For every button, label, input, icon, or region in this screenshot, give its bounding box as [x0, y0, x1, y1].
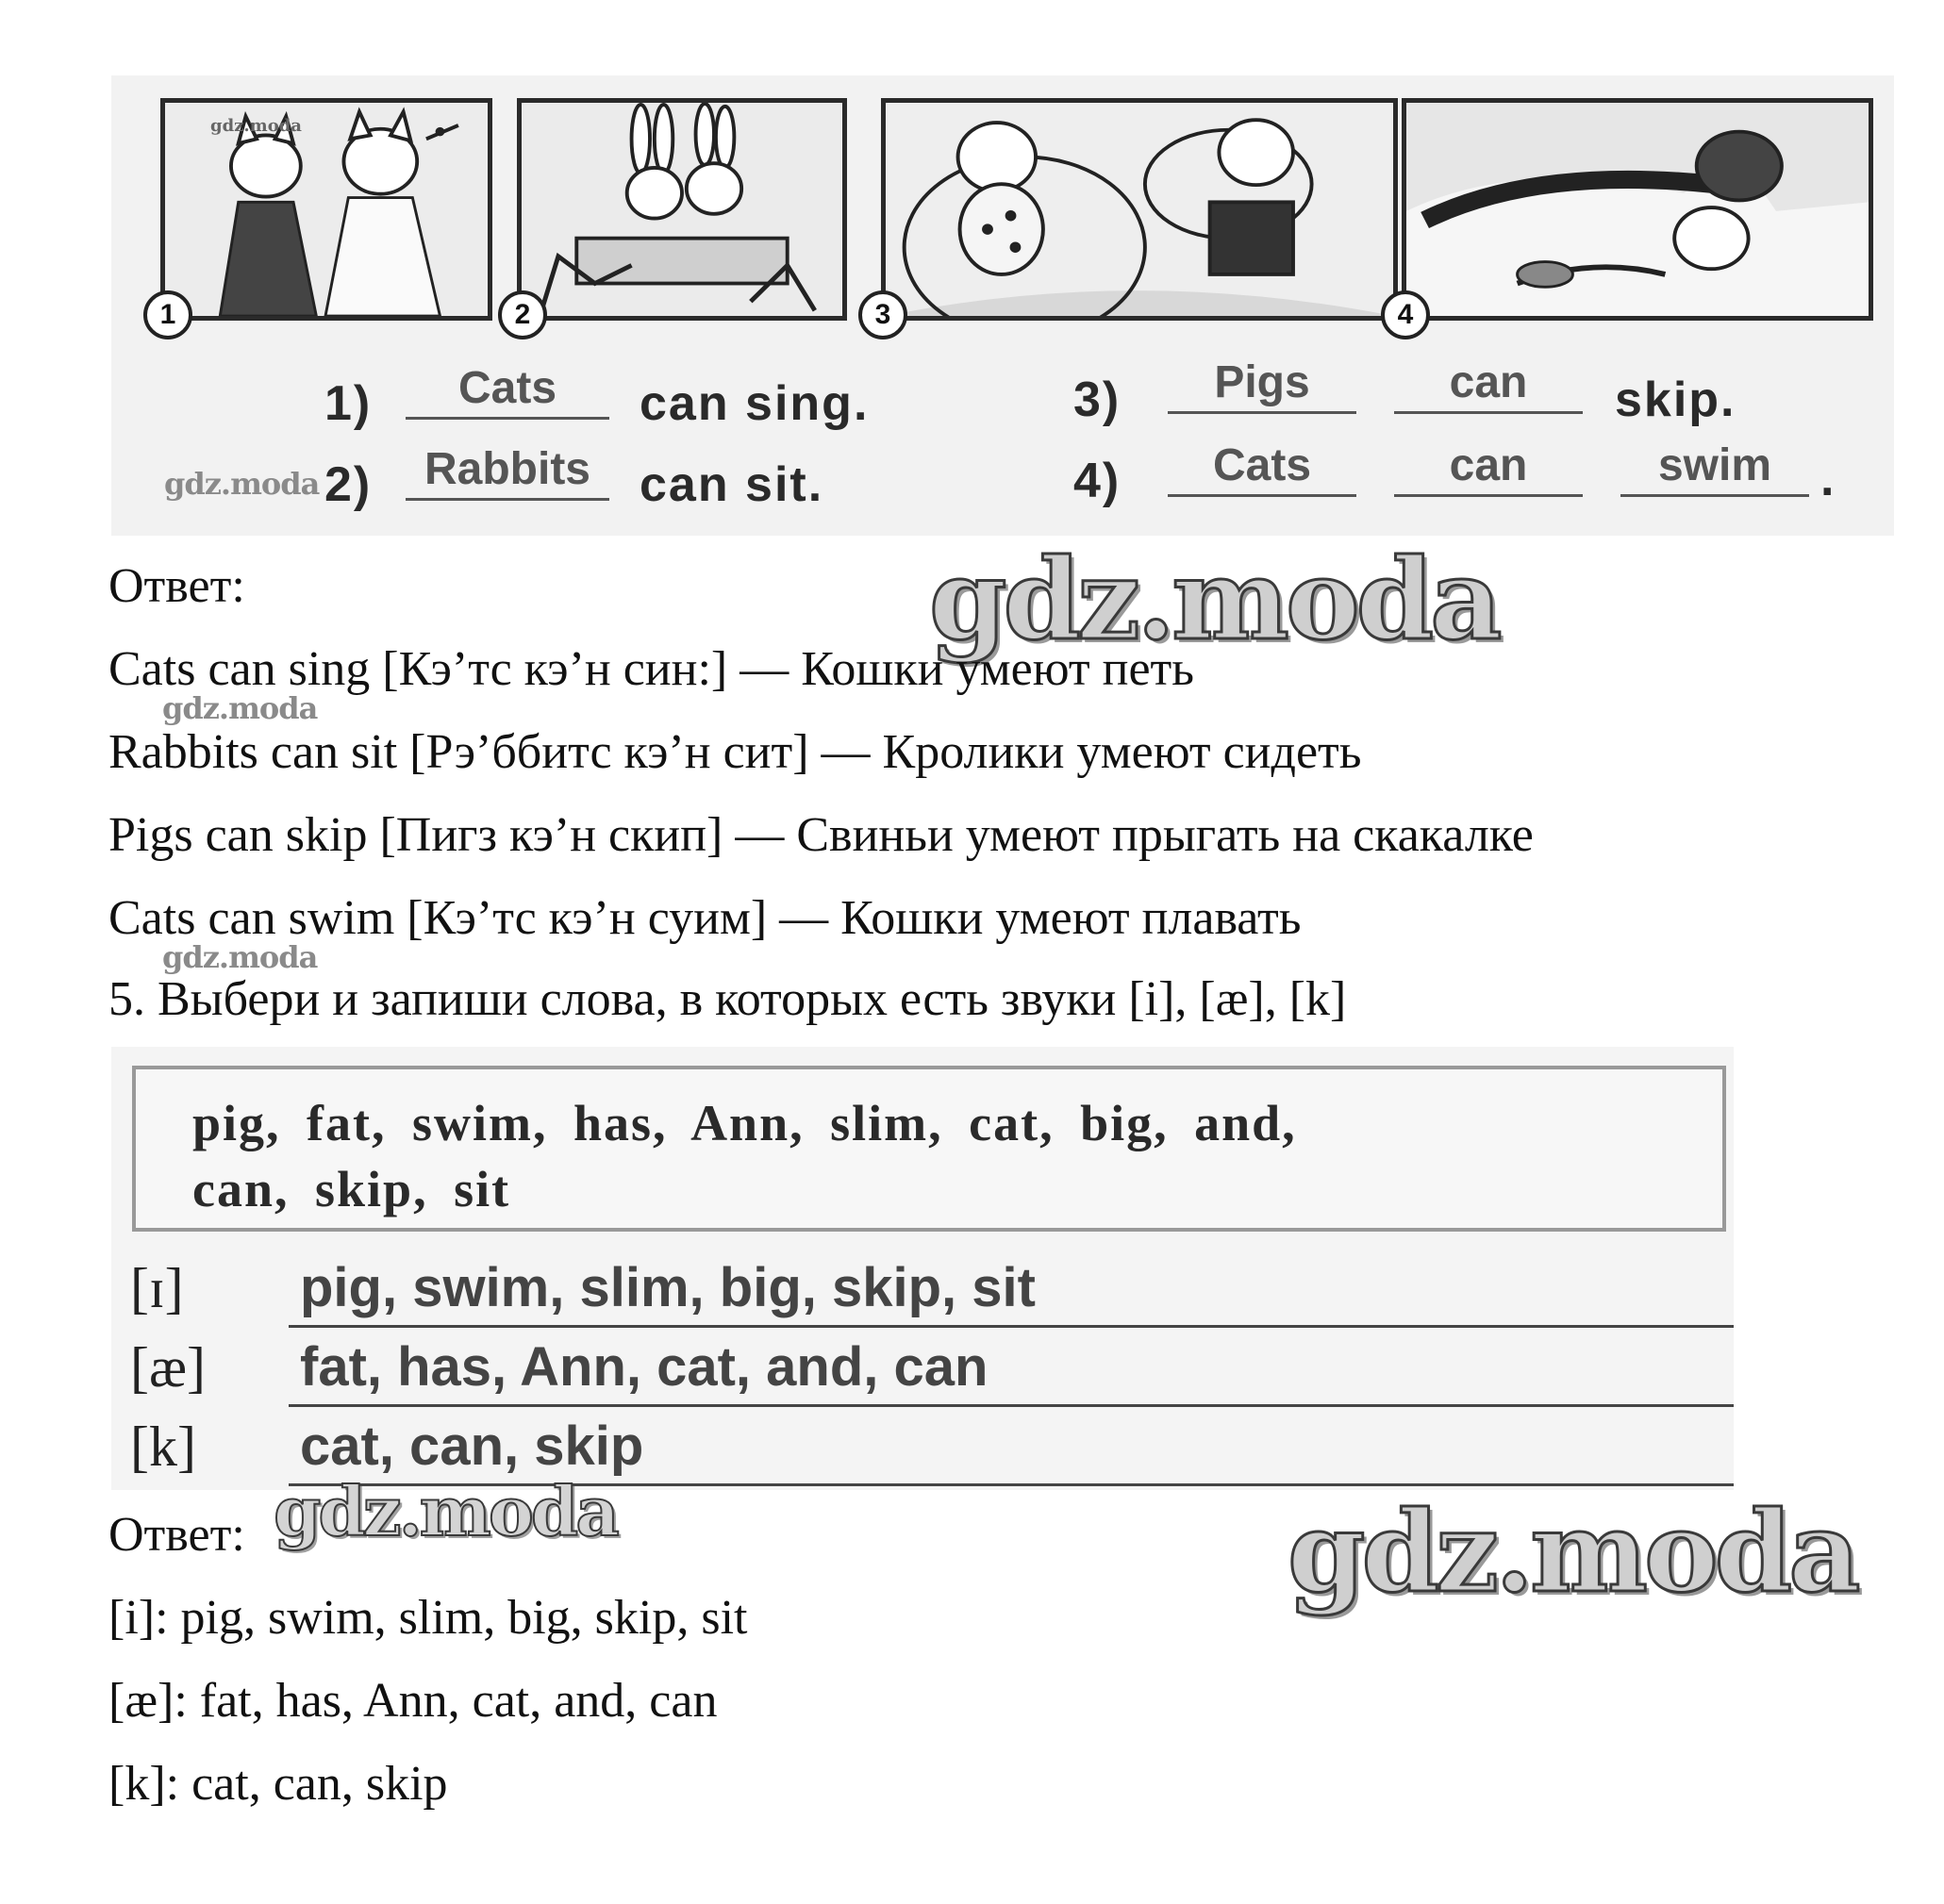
small-watermark-line-2: gdz.moda: [164, 466, 320, 502]
picture-number-3: 3: [858, 290, 907, 339]
small-watermark-3: gdz.moda: [162, 939, 318, 975]
answer-5-line-3: [k]: cat, can, skip: [108, 1757, 448, 1811]
line-1-answer: Cats: [406, 360, 609, 420]
word-box-line-2: can, skip, sit: [192, 1161, 511, 1217]
tiny-watermark: gdz.moda: [210, 116, 302, 136]
pigs-illustration: [886, 103, 1393, 316]
answer-5-line-2: [æ]: fat, has, Ann, cat, and, can: [108, 1674, 718, 1728]
mid-watermark: gdz.moda: [274, 1471, 617, 1551]
big-watermark-2: gdz.moda: [1288, 1486, 1857, 1617]
sound-label-k: [k]: [130, 1416, 196, 1478]
answer-4-line-1: Cats can sing [Кэ’тс кэ’н син:] — Кошки умеют петь: [108, 642, 1194, 696]
line-1-rest: can sing.: [640, 376, 870, 431]
answer-5-label: Ответ:: [108, 1508, 245, 1562]
line-4-answer-2: can: [1394, 438, 1583, 497]
sound-answer-k: cat, can, skip: [300, 1416, 644, 1477]
line-2-rest: can sit.: [640, 457, 824, 512]
sound-answer-i: pig, swim, slim, big, skip, sit: [300, 1257, 1036, 1318]
big-watermark-1: gdz.moda: [929, 534, 1499, 665]
exercise-5-scan: [111, 1047, 1734, 1490]
picture-cats-swimming: [1402, 98, 1873, 321]
line-4-end: .: [1820, 452, 1836, 506]
picture-number-4: 4: [1381, 290, 1430, 339]
answer-4-label: Ответ:: [108, 559, 245, 613]
exercise-4-scan: [111, 75, 1894, 536]
sound-row-i: [130, 1256, 1734, 1332]
answer-5-line-1: [i]: pig, swim, slim, big, skip, sit: [108, 1591, 748, 1645]
picture-number-1: 1: [143, 290, 192, 339]
line-4-answer-1: Cats: [1168, 438, 1356, 497]
picture-rabbits-sitting: [517, 98, 847, 321]
sound-underline-i: [289, 1325, 1734, 1328]
sound-underline-ae: [289, 1404, 1734, 1407]
picture-pigs-skipping: [881, 98, 1398, 321]
rabbits-illustration: [522, 103, 842, 316]
line-2-answer: Rabbits: [406, 441, 609, 501]
picture-cats-singing: [160, 98, 492, 321]
answer-4-line-4: Cats can swim [Кэ’тс кэ’н суим] — Кошки умеют плавать: [108, 891, 1302, 945]
picture-number-2: 2: [498, 290, 547, 339]
word-box: [132, 1066, 1726, 1232]
small-watermark-2: gdz.moda: [162, 690, 318, 726]
line-4-number: 4): [1073, 454, 1122, 508]
sound-label-i: [ɪ]: [130, 1257, 184, 1319]
line-2-number: 2): [324, 457, 373, 512]
cats-swimming-illustration: [1406, 103, 1869, 316]
word-box-line-1: pig, fat, swim, has, Ann, slim, cat, big, and,: [192, 1095, 1297, 1151]
line-3-rest: skip.: [1615, 373, 1736, 427]
answer-4-line-3: Pigs can skip [Пигз кэ’н скип] — Свиньи умеют прыгать на скакалке: [108, 808, 1534, 862]
line-1-number: 1): [324, 376, 373, 431]
sound-row-ae: [130, 1335, 1734, 1411]
line-3-answer-1: Pigs: [1168, 355, 1356, 414]
sound-answer-ae: fat, has, Ann, cat, and, can: [300, 1336, 989, 1398]
exercise-5-title: 5. Выбери и запиши слова, в которых есть звуки [i], [æ], [k]: [108, 972, 1347, 1026]
line-4-answer-3: swim: [1620, 438, 1809, 497]
sound-label-ae: [æ]: [130, 1336, 206, 1399]
line-3-answer-2: can: [1394, 355, 1583, 414]
line-3-number: 3): [1073, 373, 1122, 427]
answer-4-line-2: Rabbits can sit [Рэ’ббитс кэ’н сит] — Кролики умеют сидеть: [108, 725, 1362, 779]
